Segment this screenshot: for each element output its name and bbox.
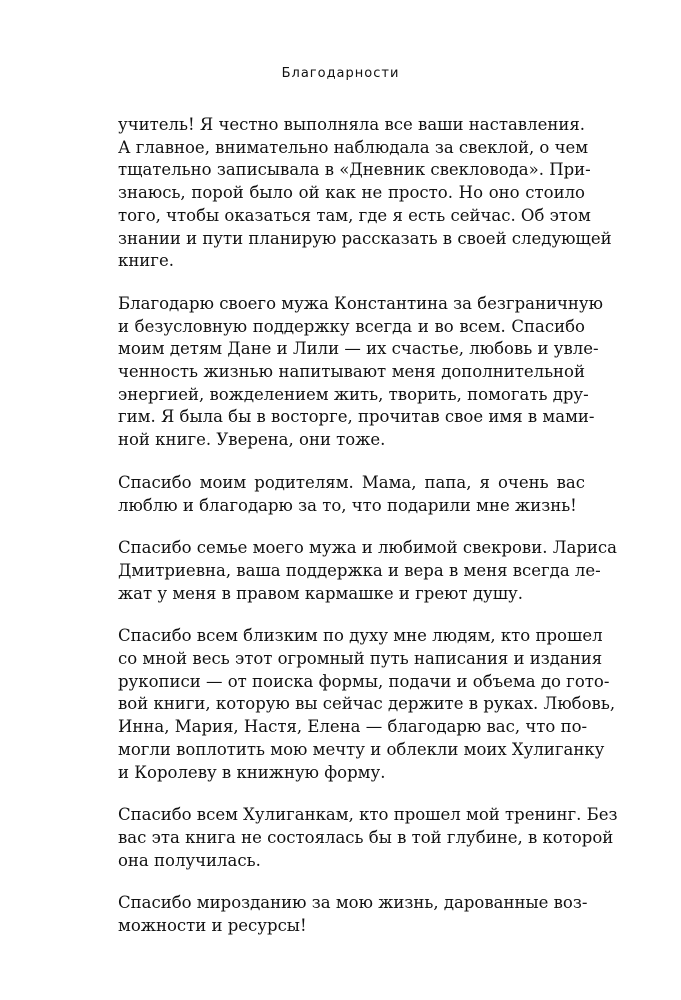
paragraph-husband-family xyxy=(118,537,617,605)
text-line: и безусловную поддержку всегда и во всем. Спасибо xyxy=(118,316,585,336)
text-line: она получилась. xyxy=(118,850,261,870)
text-line: того, чтобы оказаться там, где я есть сейчас. Об этом xyxy=(118,205,591,225)
text-line: могли воплотить мою мечту и облекли моих Хулиганку xyxy=(118,739,605,759)
text-line: энергией, вожделением жить, творить, помогать дру- xyxy=(118,384,589,404)
text-line: и Королеву в книжную форму. xyxy=(118,762,386,782)
text-line: Инна, Мария, Настя, Елена — благодарю вас, что по- xyxy=(118,717,588,737)
text-line: гим. Я была бы в восторге, прочитав свое имя в мами- xyxy=(118,407,595,427)
text-line: рукописи — от поиска формы, подачи и объема до гото- xyxy=(118,671,610,691)
text-line: моим детям Дане и Лили — их счастье, любовь и увле- xyxy=(118,339,599,359)
text-line: вой книги, которую вы сейчас держите в руках. Любовь, xyxy=(118,694,616,714)
text-line: книге. xyxy=(118,251,174,271)
paragraph-close-people xyxy=(118,625,616,784)
paragraph-universe xyxy=(118,892,588,937)
body-text xyxy=(118,114,618,958)
running-title: Благодарности xyxy=(281,66,400,81)
text-line: Дмитриевна, ваша поддержка и вера в меня всегда ле- xyxy=(118,560,601,580)
text-line: люблю и благодарю за то, что подарили мне жизнь! xyxy=(118,495,577,515)
text-line: Спасибо мирозданию за мою жизнь, дарованные воз- xyxy=(118,893,588,913)
text-line: Спасибо всем близким по духу мне людям, кто прошел xyxy=(118,626,603,646)
paragraph-husband-children xyxy=(118,293,603,452)
text-line: жат у меня в правом кармашке и греют душу. xyxy=(118,583,523,603)
paragraph-training xyxy=(118,804,618,872)
text-line: Благодарю своего мужа Константина за безграничную xyxy=(118,293,603,313)
paragraph-teacher xyxy=(118,114,612,273)
text-line: А главное, внимательно наблюдала за свеклой, о чем xyxy=(118,137,589,157)
paragraph-parents xyxy=(118,472,585,517)
text-line: Спасибо семье моего мужа и любимой свекрови. Лариса xyxy=(118,538,617,558)
text-line: Спасибо моим родителям. Мама, папа, я очень вас xyxy=(118,472,585,492)
text-line: вас эта книга не состоялась бы в той глубине, в которой xyxy=(118,827,614,847)
text-line: знаюсь, порой было ой как не просто. Но оно стоило xyxy=(118,183,585,203)
text-line: ченность жизнью напитывают меня дополнительной xyxy=(118,362,585,382)
text-line: тщательно записывала в «Дневник свекловода». При- xyxy=(118,160,591,180)
text-line: Спасибо всем Хулиганкам, кто прошел мой тренинг. Без xyxy=(118,805,618,825)
text-line: со мной весь этот огромный путь написания и издания xyxy=(118,649,603,669)
text-line: знании и пути планирую рассказать в своей следующей xyxy=(118,228,612,248)
text-line: ной книге. Уверена, они тоже. xyxy=(118,430,386,450)
text-line: учитель! Я честно выполняла все ваши наставления. xyxy=(118,115,585,134)
text-line: можности и ресурсы! xyxy=(118,916,307,936)
